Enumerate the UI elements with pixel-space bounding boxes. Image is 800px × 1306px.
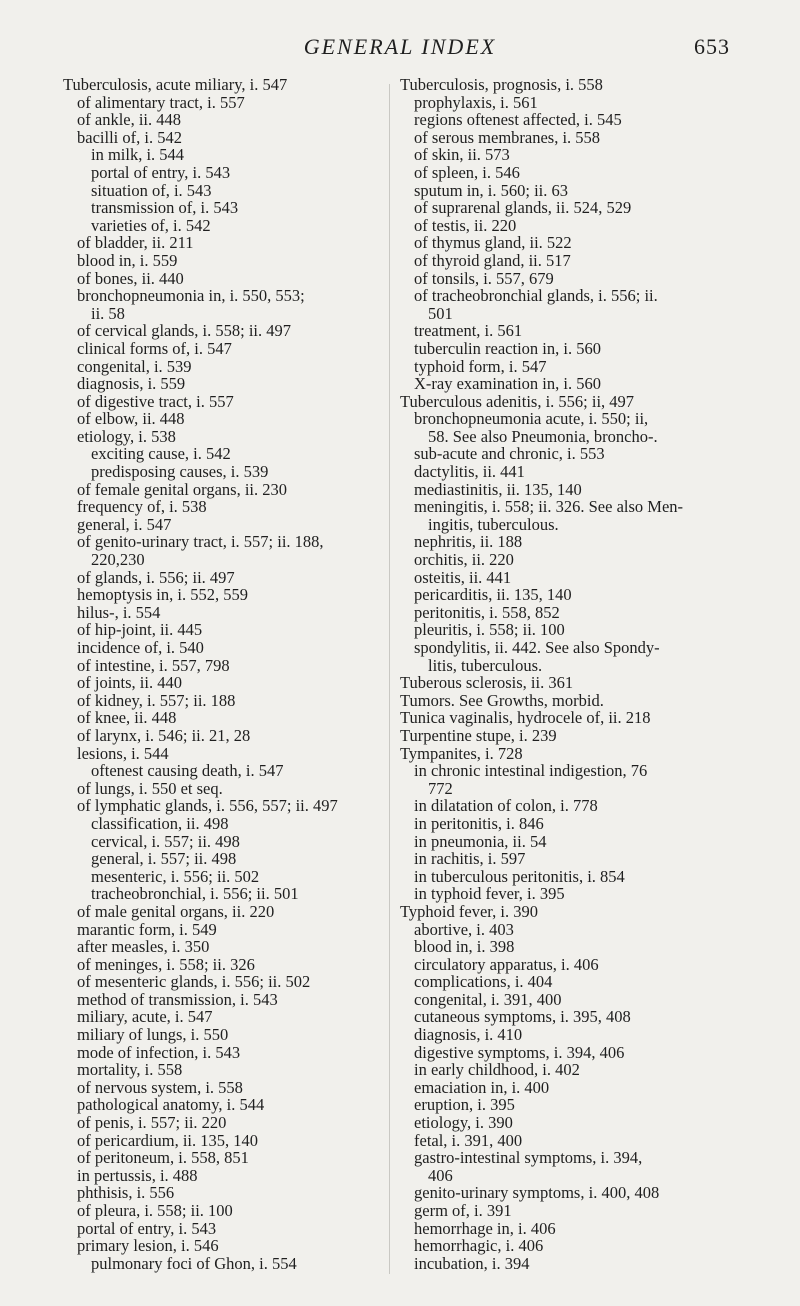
index-entry: congenital, i. 539 (77, 356, 192, 376)
index-entry: of alimentary tract, i. 557 (77, 92, 245, 112)
index-entry: lesions, i. 544 (77, 743, 169, 763)
index-entry: of skin, ii. 573 (414, 145, 510, 165)
index-entry: of intestine, i. 557, 798 (77, 655, 230, 675)
index-entry: germ of, i. 391 (414, 1201, 512, 1220)
column-divider (389, 84, 390, 1274)
index-entry: Tunica vaginalis, hydrocele of, ii. 218 (400, 708, 651, 728)
index-entry: situation of, i. 543 (91, 180, 212, 200)
index-entry: Tuberculosis, prognosis, i. 558 (400, 75, 603, 94)
index-entry: dactylitis, ii. 441 (414, 462, 525, 482)
index-entry: clinical forms of, i. 547 (77, 338, 232, 358)
index-entry: Tuberculosis, acute miliary, i. 547 (63, 75, 288, 94)
index-entry: portal of entry, i. 543 (91, 162, 231, 182)
index-entry: general, i. 547 (77, 514, 172, 534)
index-entry: bronchopneumonia acute, i. 550; ii, (414, 409, 649, 429)
index-entry: Typhoid fever, i. 390 (400, 901, 538, 921)
index-entry: orchitis, ii. 220 (414, 550, 514, 570)
index-entry: prophylaxis, i. 561 (414, 92, 538, 112)
index-entry: of bladder, ii. 211 (77, 233, 194, 253)
index-entry: exciting cause, i. 542 (91, 444, 231, 464)
index-entry: 220,230 (91, 550, 145, 570)
index-entry: pericarditis, ii. 135, 140 (414, 585, 572, 605)
index-entry: of penis, i. 557; ii. 220 (77, 1113, 227, 1133)
index-entry: of digestive tract, i. 557 (77, 391, 234, 411)
index-entry: in early childhood, i. 402 (414, 1060, 580, 1080)
index-entry: congenital, i. 391, 400 (414, 989, 562, 1009)
index-entry: meningitis, i. 558; ii. 326. See also Men- (414, 497, 684, 517)
index-entry: regions oftenest affected, i. 545 (414, 110, 622, 130)
index-entry: genito-urinary symptoms, i. 400, 408 (414, 1183, 660, 1203)
index-entry: of suprarenal glands, ii. 524, 529 (414, 198, 632, 218)
index-entry: of pericardium, ii. 135, 140 (77, 1130, 259, 1150)
index-entry: of kidney, i. 557; ii. 188 (77, 690, 236, 710)
index-entry: 58. See also Pneumonia, broncho-. (428, 426, 658, 446)
index-entry: cervical, i. 557; ii. 498 (91, 831, 240, 851)
index-entry: diagnosis, i. 410 (414, 1025, 523, 1045)
index-entry: miliary of lungs, i. 550 (77, 1025, 229, 1045)
index-entry: in milk, i. 544 (91, 145, 185, 165)
index-entry: hemorrhage in, i. 406 (414, 1218, 556, 1238)
index-entry: of peritoneum, i. 558, 851 (77, 1148, 249, 1168)
index-entry: pleuritis, i. 558; ii. 100 (414, 620, 565, 640)
index-entry: in tuberculous peritonitis, i. 854 (414, 866, 625, 886)
index-entry: 501 (428, 303, 453, 323)
index-entry: of pleura, i. 558; ii. 100 (77, 1201, 233, 1220)
index-entry: in peritonitis, i. 846 (414, 813, 544, 833)
index-entry: ingitis, tuberculous. (428, 514, 559, 534)
index-entry: in typhoid fever, i. 395 (414, 884, 565, 904)
index-entry: in pertussis, i. 488 (77, 1165, 198, 1185)
index-entry: of ankle, ii. 448 (77, 110, 182, 130)
index-entry: of tracheobronchial glands, i. 556; ii. (414, 286, 658, 306)
index-entry: miliary, acute, i. 547 (77, 1007, 213, 1027)
index-entry: of hip-joint, ii. 445 (77, 620, 203, 640)
index-entry: portal of entry, i. 543 (77, 1218, 217, 1238)
index-entry: phthisis, i. 556 (77, 1183, 175, 1203)
index-entry: of meninges, i. 558; ii. 326 (77, 954, 255, 974)
index-entry: Tuberculous adenitis, i. 556; ii, 497 (400, 391, 635, 411)
index-entry: diagnosis, i. 559 (77, 374, 186, 394)
index-entry: X-ray examination in, i. 560 (414, 374, 601, 394)
index-entry: nephritis, ii. 188 (414, 532, 523, 552)
index-entry: peritonitis, i. 558, 852 (414, 602, 560, 622)
index-entry: of serous membranes, i. 558 (414, 127, 601, 147)
index-entry: of knee, ii. 448 (77, 708, 177, 728)
index-entry: Tuberous sclerosis, ii. 361 (400, 673, 574, 693)
index-entry: in pneumonia, ii. 54 (414, 831, 547, 851)
page-number: 653 (694, 34, 730, 59)
index-entry: sub-acute and chronic, i. 553 (414, 444, 605, 464)
index-entry: of thyroid gland, ii. 517 (414, 250, 571, 270)
index-entry: of lungs, i. 550 et seq. (77, 778, 223, 798)
index-entry: 406 (428, 1165, 453, 1185)
index-entry: cutaneous symptoms, i. 395, 408 (414, 1007, 631, 1027)
index-entry: 772 (428, 778, 453, 798)
index-entry: pulmonary foci of Ghon, i. 554 (91, 1253, 297, 1273)
index-entry: of thymus gland, ii. 522 (414, 233, 572, 253)
index-entry: primary lesion, i. 546 (77, 1236, 219, 1256)
index-entry: treatment, i. 561 (414, 321, 523, 341)
index-entry: gastro-intestinal symptoms, i. 394, (414, 1148, 643, 1168)
index-column-left (63, 76, 383, 1272)
index-entry: bacilli of, i. 542 (77, 127, 182, 147)
index-entry: Tympanites, i. 728 (400, 743, 523, 763)
index-entry: emaciation in, i. 400 (414, 1077, 550, 1097)
index-entry: sputum in, i. 560; ii. 63 (414, 180, 569, 200)
index-entry: incubation, i. 394 (414, 1253, 530, 1273)
index-entry: of genito-urinary tract, i. 557; ii. 188, (77, 532, 324, 552)
index-entry: method of transmission, i. 543 (77, 989, 278, 1009)
index-entry: of cervical glands, i. 558; ii. 497 (77, 321, 291, 341)
index-entry: spondylitis, ii. 442. See also Spondy- (414, 638, 660, 657)
index-entry: circulatory apparatus, i. 406 (414, 954, 599, 974)
index-entry: in chronic intestinal indigestion, 76 (414, 761, 648, 781)
index-entry: marantic form, i. 549 (77, 919, 217, 939)
index-entry: blood in, i. 559 (77, 250, 178, 270)
index-entry: ii. 58 (91, 303, 125, 323)
index-entry: mortality, i. 558 (77, 1060, 183, 1080)
index-entry: Turpentine stupe, i. 239 (400, 725, 557, 745)
running-title: GENERAL INDEX (303, 34, 497, 59)
page-header (0, 34, 800, 64)
index-entry: of testis, ii. 220 (414, 215, 517, 235)
index-entry: of mesenteric glands, i. 556; ii. 502 (77, 972, 311, 992)
index-entry: mediastinitis, ii. 135, 140 (414, 479, 582, 499)
index-entry: of bones, ii. 440 (77, 268, 184, 288)
index-entry: osteitis, ii. 441 (414, 567, 512, 587)
index-entry: complications, i. 404 (414, 972, 553, 992)
index-entry: of male genital organs, ii. 220 (77, 901, 275, 921)
index-entry: etiology, i. 390 (414, 1113, 513, 1133)
index-entry: hemorrhagic, i. 406 (414, 1236, 544, 1256)
index-entry: mesenteric, i. 556; ii. 502 (91, 866, 260, 886)
index-entry: abortive, i. 403 (414, 919, 514, 939)
index-entry: classification, ii. 498 (91, 813, 229, 833)
index-entry: fetal, i. 391, 400 (414, 1130, 523, 1150)
index-entry: pathological anatomy, i. 544 (77, 1095, 265, 1115)
index-entry: in rachitis, i. 597 (414, 849, 526, 869)
index-entry: incidence of, i. 540 (77, 638, 204, 657)
index-entry: varieties of, i. 542 (91, 215, 211, 235)
index-entry: bronchopneumonia in, i. 550, 553; (77, 286, 305, 306)
index-entry: of nervous system, i. 558 (77, 1077, 243, 1097)
index-entry: Tumors. See Growths, morbid. (400, 690, 604, 710)
index-entry: in dilatation of colon, i. 778 (414, 796, 598, 816)
index-entry: mode of infection, i. 543 (77, 1042, 241, 1062)
index-entry: typhoid form, i. 547 (414, 356, 547, 376)
index-entry: tuberculin reaction in, i. 560 (414, 338, 601, 358)
index-entry: eruption, i. 395 (414, 1095, 515, 1115)
index-entry: etiology, i. 538 (77, 426, 176, 446)
index-entry: frequency of, i. 538 (77, 497, 207, 517)
index-entry: hilus-, i. 554 (77, 602, 161, 622)
index-entry: after measles, i. 350 (77, 937, 210, 957)
index-entry: of spleen, i. 546 (414, 162, 520, 182)
index-entry: digestive symptoms, i. 394, 406 (414, 1042, 625, 1062)
index-entry: of glands, i. 556; ii. 497 (77, 567, 235, 587)
index-entry: litis, tuberculous. (428, 655, 543, 675)
index-entry: of joints, ii. 440 (77, 673, 182, 693)
index-entry: oftenest causing death, i. 547 (91, 761, 284, 781)
index-entry: hemoptysis in, i. 552, 559 (77, 585, 248, 605)
index-entry: of lymphatic glands, i. 556, 557; ii. 497 (77, 796, 338, 816)
index-column-right (400, 76, 742, 1272)
index-entry: tracheobronchial, i. 556; ii. 501 (91, 884, 299, 904)
index-entry: blood in, i. 398 (414, 937, 515, 957)
index-entry: of elbow, ii. 448 (77, 409, 185, 429)
index-entry: of female genital organs, ii. 230 (77, 479, 288, 499)
index-entry: of tonsils, i. 557, 679 (414, 268, 554, 288)
index-entry: predisposing causes, i. 539 (91, 462, 269, 482)
index-entry: transmission of, i. 543 (91, 198, 239, 218)
index-entry: general, i. 557; ii. 498 (91, 849, 237, 869)
index-entry: of larynx, i. 546; ii. 21, 28 (77, 725, 251, 745)
